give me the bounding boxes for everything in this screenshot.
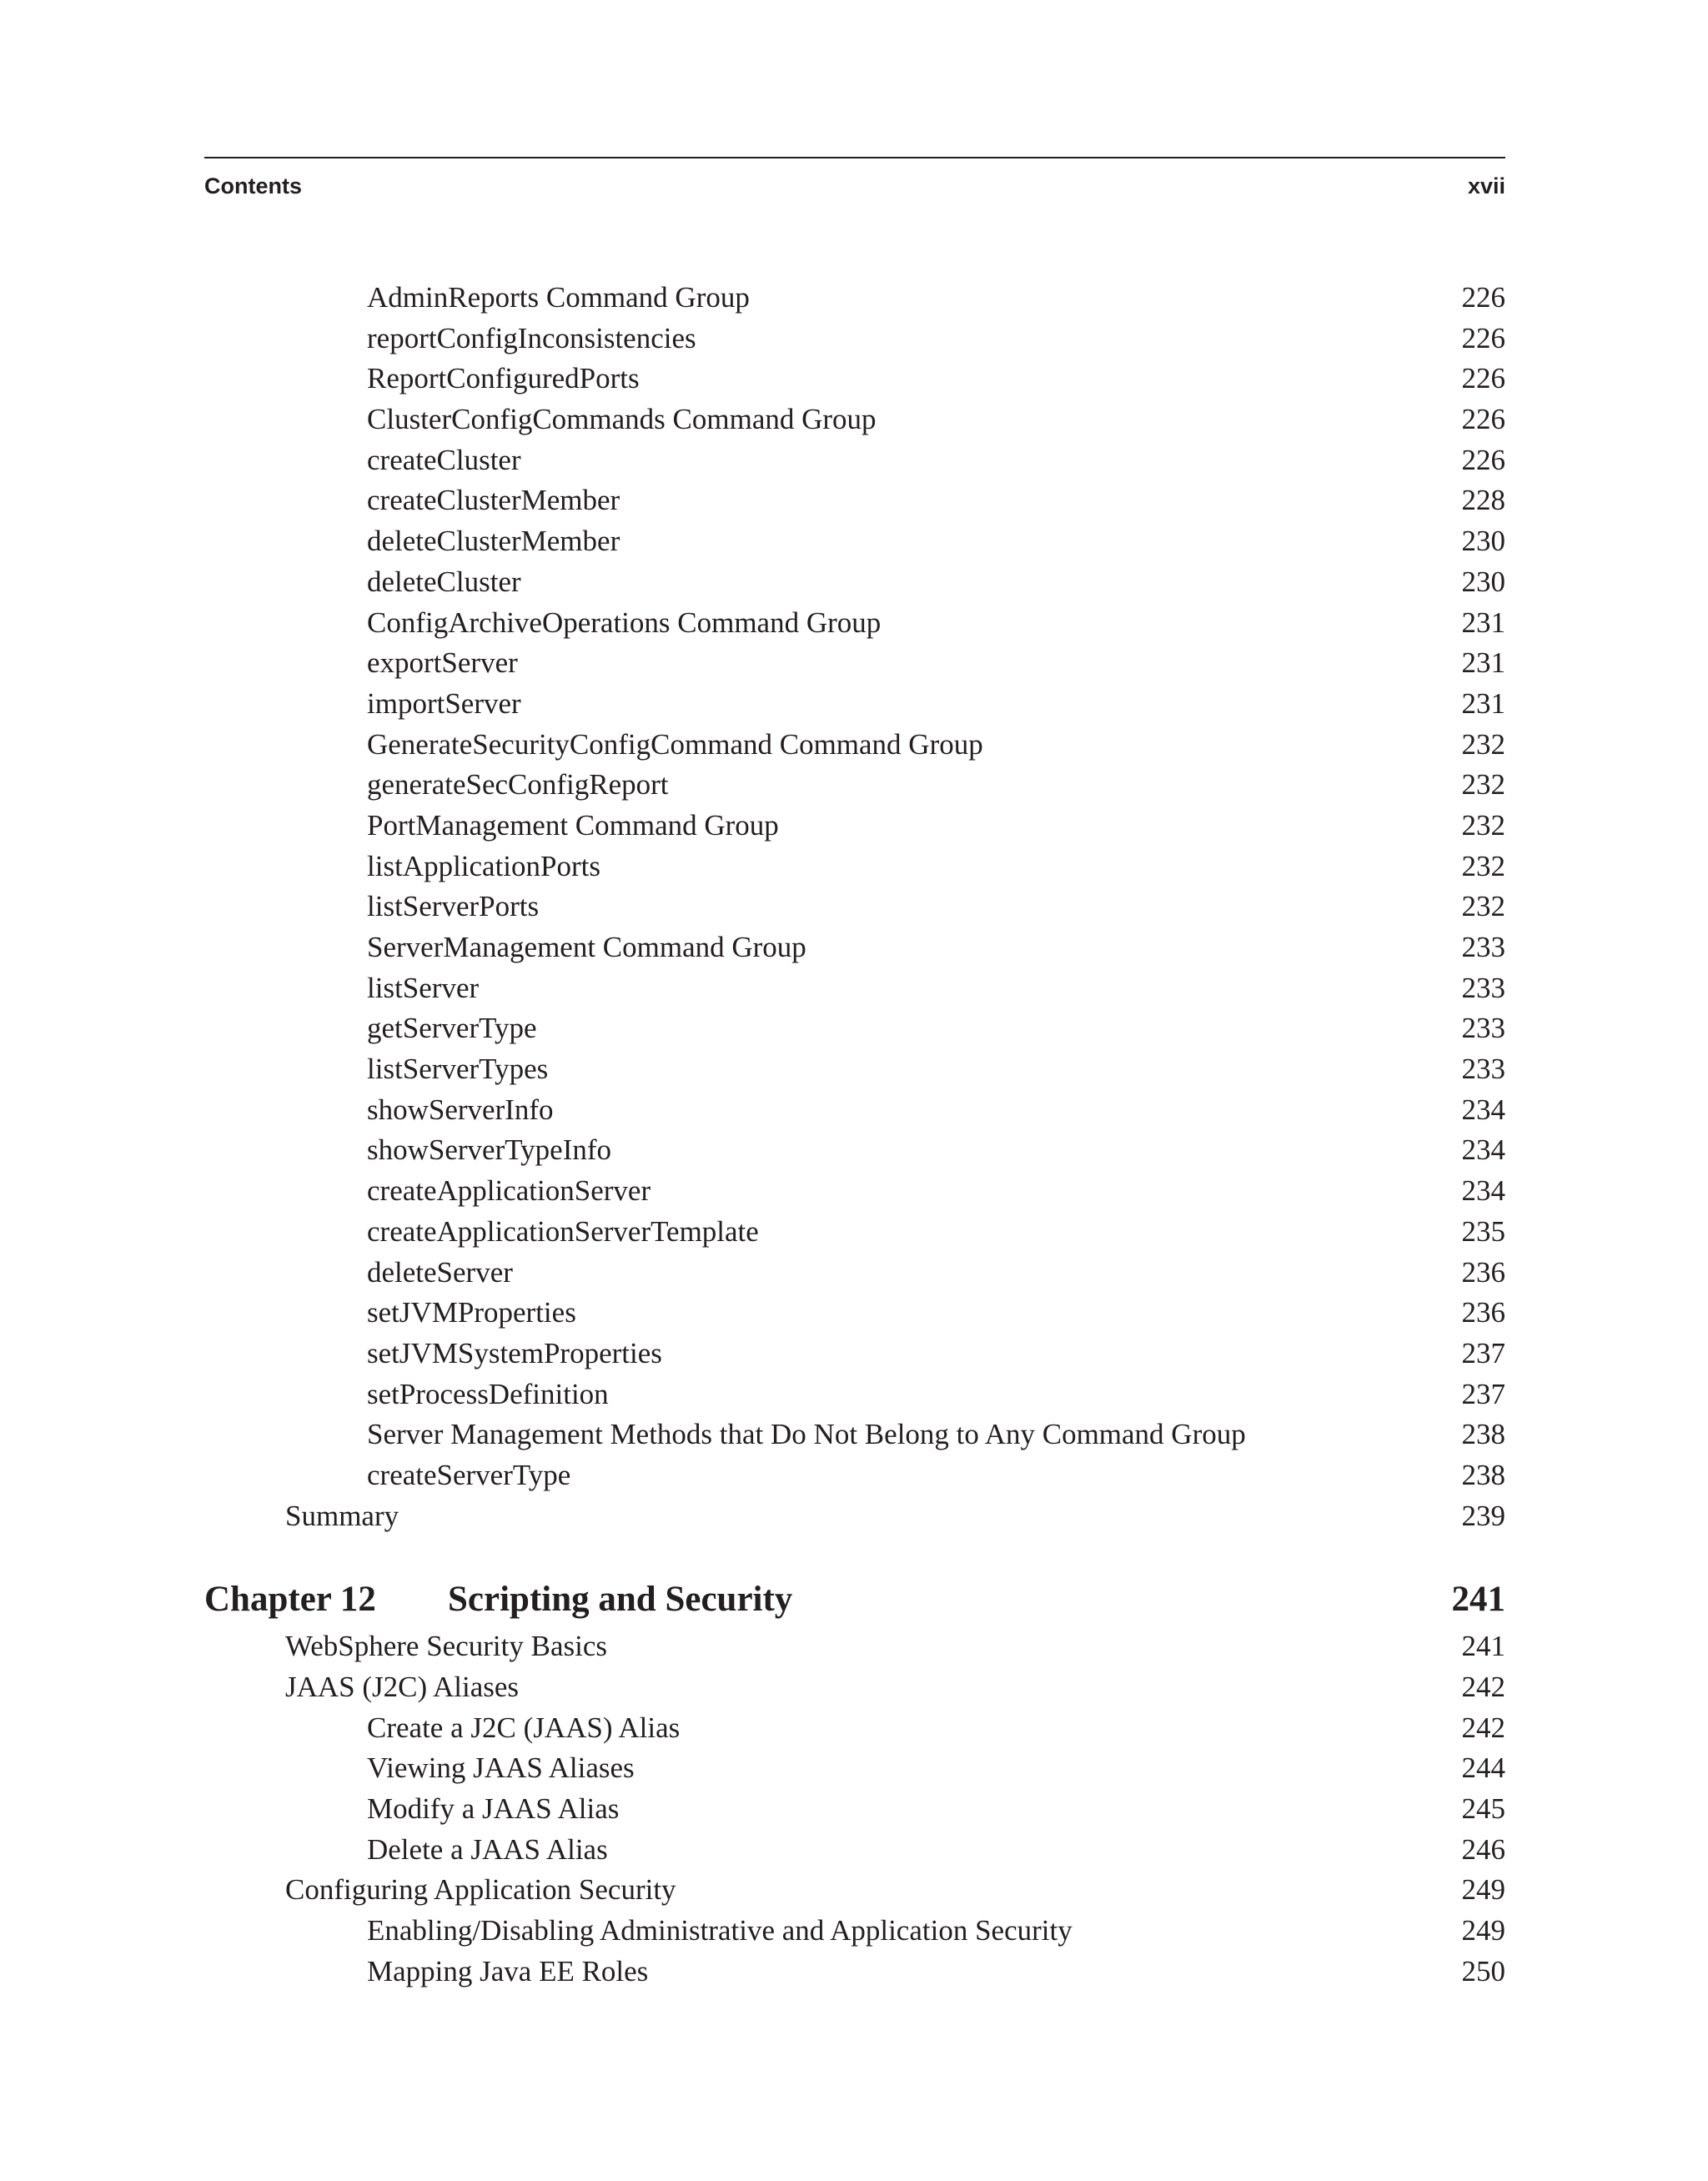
toc-entry-page-number: 234 (1461, 1093, 1505, 1126)
toc-entry-title: exportServer (367, 646, 518, 680)
toc-entry-page-number: 226 (1461, 443, 1505, 476)
toc-entry-page-number: 232 (1461, 849, 1505, 882)
toc-entry-title: Server Management Methods that Do Not Belong to Any Command Group (367, 1418, 1246, 1451)
toc-entry-page-number: 244 (1461, 1751, 1505, 1785)
toc-entry-page-number: 233 (1461, 931, 1505, 963)
toc-entry-page-number: 237 (1461, 1336, 1505, 1369)
toc-entry-page-number: 230 (1461, 525, 1505, 558)
toc-entry-title: setJVMSystemProperties (367, 1336, 662, 1369)
toc-entry-title: createApplicationServerTemplate (367, 1214, 759, 1248)
toc-entry[interactable] (0, 887, 1708, 927)
toc-entry[interactable] (0, 1253, 1708, 1294)
toc-entry-title: WebSphere Security Basics (285, 1630, 607, 1663)
toc-entry[interactable] (0, 1870, 1708, 1911)
toc-entry[interactable] (0, 1049, 1708, 1090)
toc-entry[interactable] (0, 562, 1708, 603)
toc-entry[interactable] (0, 1415, 1708, 1455)
toc-entry[interactable] (0, 1130, 1708, 1171)
chapter-heading[interactable] (0, 1575, 1708, 1625)
toc-entry-title: deleteClusterMember (367, 525, 620, 558)
toc-entry-title: importServer (367, 686, 521, 720)
toc-entry[interactable] (0, 521, 1708, 562)
toc-entry[interactable] (0, 1293, 1708, 1334)
toc-entry[interactable] (0, 1455, 1708, 1496)
toc-entry-page-number: 238 (1461, 1418, 1505, 1451)
toc-entry-page-number: 226 (1461, 281, 1505, 314)
toc-entry-title: PortManagement Command Group (367, 808, 779, 842)
toc-entry-title: listServerTypes (367, 1053, 549, 1086)
toc-entry[interactable] (0, 319, 1708, 359)
toc-entry-page-number: 249 (1461, 1873, 1505, 1907)
toc-entry-title: createServerType (367, 1458, 571, 1491)
toc-entry[interactable] (0, 1334, 1708, 1374)
toc-entry-title: deleteCluster (367, 565, 521, 598)
toc-entry-title: ServerManagement Command Group (367, 931, 806, 963)
toc-entry-page-number: 237 (1461, 1377, 1505, 1410)
toc-entry-title: Configuring Application Security (285, 1873, 676, 1907)
toc-entry-title: GenerateSecurityConfigCommand Command Group (367, 727, 983, 761)
toc-entry[interactable] (0, 1911, 1708, 1952)
toc-entry-page-number: 233 (1461, 971, 1505, 1004)
toc-entry[interactable] (0, 847, 1708, 887)
toc-entry-page-number: 246 (1461, 1832, 1505, 1866)
toc-entry[interactable] (0, 359, 1708, 400)
toc-entry-page-number: 232 (1461, 890, 1505, 923)
toc-entry[interactable] (0, 1212, 1708, 1253)
toc-entry-title: Modify a JAAS Alias (367, 1792, 620, 1826)
toc-entry-title: showServerInfo (367, 1093, 554, 1126)
toc-entry-title: reportConfigInconsistencies (367, 321, 696, 354)
toc-entry-title: ClusterConfigCommands Command Group (367, 403, 877, 436)
toc-entry-title: Enabling/Disabling Administrative and Application Security (367, 1914, 1073, 1947)
toc-entry-title: createClusterMember (367, 484, 620, 517)
toc-entry-page-number: 233 (1461, 1012, 1505, 1045)
toc-entry-title: ReportConfiguredPorts (367, 362, 640, 395)
running-head-page-number: xvii (1467, 173, 1505, 199)
toc-entry[interactable] (0, 684, 1708, 725)
toc-entry-title: getServerType (367, 1012, 537, 1045)
toc-entry[interactable] (0, 1171, 1708, 1212)
toc-entry-page-number: 232 (1461, 727, 1505, 761)
toc-entry[interactable] (0, 1952, 1708, 1993)
toc-entry-title: listServer (367, 971, 480, 1004)
toc-entry[interactable] (0, 480, 1708, 521)
toc-entries-before (0, 278, 1708, 1536)
toc-entry-title: Delete a JAAS Alias (367, 1832, 608, 1866)
toc-entry-title: showServerTypeInfo (367, 1133, 612, 1167)
toc-entry-title: createCluster (367, 443, 521, 476)
toc-entry[interactable] (0, 1789, 1708, 1830)
toc-entry-title: setProcessDefinition (367, 1377, 609, 1410)
toc-entry-title: JAAS (J2C) Aliases (285, 1671, 520, 1703)
toc-entry[interactable] (0, 278, 1708, 319)
toc-entry[interactable] (0, 1830, 1708, 1871)
chapter-number: Chapter 12 (204, 1580, 376, 1620)
toc-entry[interactable] (0, 1374, 1708, 1415)
toc-entry-page-number: 242 (1461, 1671, 1505, 1703)
toc-entry-title: createApplicationServer (367, 1174, 651, 1208)
header-rule (204, 157, 1505, 158)
toc-entry-page-number: 233 (1461, 1053, 1505, 1086)
toc-entry-title: deleteServer (367, 1255, 513, 1289)
toc-entry-page-number: 232 (1461, 808, 1505, 842)
toc-entry[interactable] (0, 765, 1708, 806)
toc-entry-page-number: 249 (1461, 1914, 1505, 1947)
chapter-title: Scripting and Security (448, 1580, 793, 1620)
toc-entry-title: generateSecConfigReport (367, 768, 669, 802)
toc-entry-page-number: 236 (1461, 1255, 1505, 1289)
toc-entry-page-number: 226 (1461, 362, 1505, 395)
toc-entries-after (0, 1626, 1708, 1992)
toc-entry[interactable] (0, 725, 1708, 766)
toc-entry[interactable] (0, 968, 1708, 1009)
toc-entry[interactable] (0, 806, 1708, 847)
toc-entry-page-number: 234 (1461, 1174, 1505, 1208)
toc-entry-page-number: 236 (1461, 1296, 1505, 1329)
toc-entry[interactable] (0, 400, 1708, 440)
toc-entry[interactable] (0, 1667, 1708, 1708)
toc-entry-page-number: 235 (1461, 1214, 1505, 1248)
toc-entry[interactable] (0, 643, 1708, 684)
toc-entry-page-number: 230 (1461, 565, 1505, 598)
toc-entry[interactable] (0, 1090, 1708, 1131)
toc-entry[interactable] (0, 1748, 1708, 1789)
toc-entry-title: listServerPorts (367, 890, 540, 923)
toc-entry-page-number: 226 (1461, 321, 1505, 354)
toc-entry-title: listApplicationPorts (367, 849, 600, 882)
toc-entry-page-number: 241 (1461, 1630, 1505, 1663)
toc-entry-page-number: 232 (1461, 768, 1505, 802)
table-of-contents (0, 278, 1708, 1993)
toc-entry-page-number: 239 (1461, 1499, 1505, 1532)
toc-entry[interactable] (0, 1708, 1708, 1749)
toc-entry[interactable] (0, 603, 1708, 644)
toc-entry-title: setJVMProperties (367, 1296, 576, 1329)
toc-entry-page-number: 250 (1461, 1954, 1505, 1988)
toc-entry-title: Mapping Java EE Roles (367, 1954, 649, 1988)
toc-entry-title: Viewing JAAS Aliases (367, 1751, 635, 1785)
toc-entry[interactable] (0, 927, 1708, 968)
toc-entry-page-number: 238 (1461, 1458, 1505, 1491)
chapter-page-number: 241 (1451, 1580, 1505, 1620)
toc-entry-title: ConfigArchiveOperations Command Group (367, 606, 882, 639)
toc-entry-page-number: 242 (1461, 1711, 1505, 1744)
toc-entry[interactable] (0, 1626, 1708, 1667)
toc-entry-page-number: 231 (1461, 606, 1505, 639)
toc-entry-page-number: 226 (1461, 403, 1505, 436)
toc-entry-page-number: 228 (1461, 484, 1505, 517)
toc-entry[interactable] (0, 440, 1708, 481)
toc-entry-page-number: 234 (1461, 1133, 1505, 1167)
toc-entry-title: AdminReports Command Group (367, 281, 750, 314)
toc-entry-page-number: 231 (1461, 646, 1505, 680)
toc-entry[interactable] (0, 1496, 1708, 1537)
toc-entry-page-number: 231 (1461, 686, 1505, 720)
running-head-section: Contents (204, 173, 302, 199)
toc-entry-page-number: 245 (1461, 1792, 1505, 1826)
toc-entry-title: Create a J2C (JAAS) Alias (367, 1711, 681, 1744)
toc-entry[interactable] (0, 1008, 1708, 1049)
toc-entry-title: Summary (285, 1499, 399, 1532)
